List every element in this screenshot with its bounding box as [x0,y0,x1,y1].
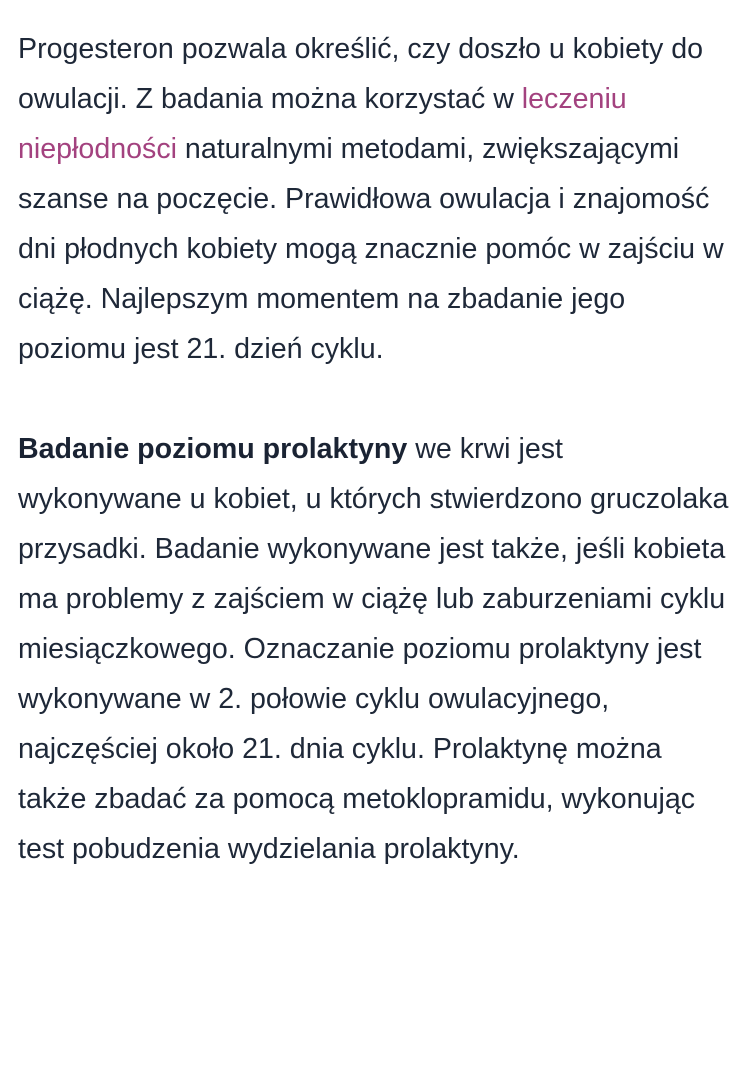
paragraph-prolaktyna-text: we krwi jest wykonywane u kobiet, u których stwierdzono gruczolaka przysadki. Badanie wykonywane jest także, jeśli kobieta ma problemy z zajściem w ciążę lub zaburzeniami cyklu miesiączkowego. Oznaczanie poziomu prolaktyny jest wykonywane w 2. połowie cyklu owulacyjnego, najczęściej około 21. dnia cyklu. Prolaktynę można także zbadać za pomocą metoklopramidu, wykonując test pobudzenia wydzielania prolaktyny. [18,433,729,865]
article-body [18,24,733,874]
infertility-treatment-link[interactable]: leczeniu niepłodności [18,83,627,165]
paragraph-prolaktyna [18,424,733,874]
paragraph-progesteron-text-end: naturalnymi metodami, zwiększającymi szanse na poczęcie. Prawidłowa owulacja i znajomość dni płodnych kobiety mogą znacznie pomóc w zajściu w ciążę. Najlepszym momentem na zbadanie jego poziomu jest 21. dzień cyklu. [18,133,724,365]
prolactin-test-heading: Badanie poziomu prolaktyny [18,433,408,465]
paragraph-progesteron-text-start: Progesteron pozwala określić, czy doszło u kobiety do owulacji. Z badania można korzystać w [18,33,704,115]
paragraph-progesteron [18,24,733,374]
